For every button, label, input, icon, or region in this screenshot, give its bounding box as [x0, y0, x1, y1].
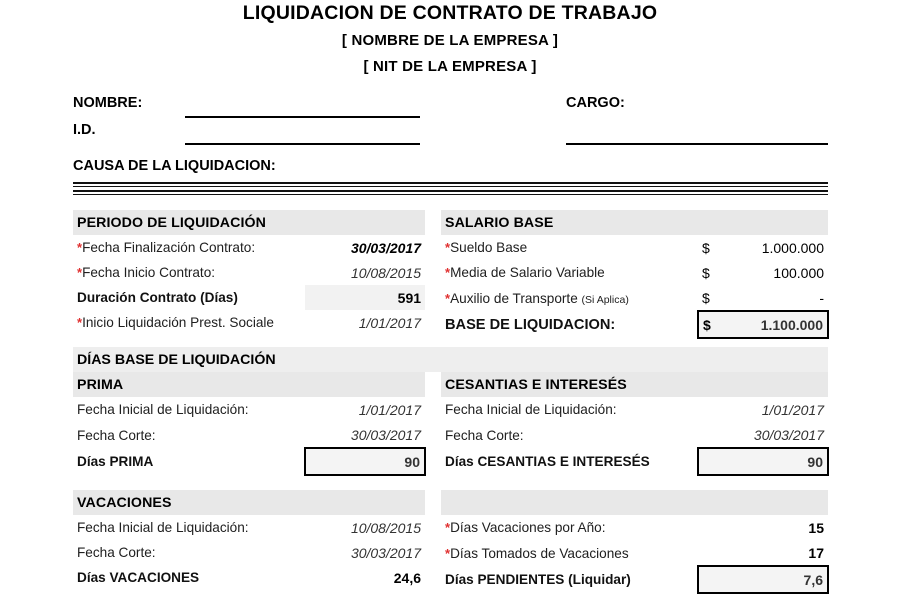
required-marker: *	[445, 290, 451, 306]
auxilio-transporte-label: *Auxilio de Transporte (Si Aplica)	[445, 290, 629, 306]
cesantias-fecha-corte-label: Fecha Corte:	[445, 427, 524, 443]
cesantias-header-row	[441, 372, 828, 397]
vacaciones-total-row	[73, 565, 425, 590]
media-salario-currency: $	[702, 264, 710, 281]
cargo-label: CARGO:	[566, 95, 625, 111]
dias-base-header: DÍAS BASE DE LIQUIDACIÓN	[73, 347, 828, 372]
table-row	[73, 422, 425, 448]
company-name: [ NOMBRE DE LA EMPRESA ]	[341, 32, 559, 49]
periodo-liquidacion-panel	[73, 210, 425, 335]
table-row	[73, 285, 425, 310]
required-marker: *	[445, 265, 451, 280]
table-row	[73, 235, 425, 260]
table-row	[73, 260, 425, 285]
nombre-label: NOMBRE:	[73, 95, 143, 111]
table-row	[73, 397, 425, 422]
prima-header: PRIMA	[73, 372, 425, 397]
vacaciones-detalle-header-row	[441, 490, 828, 515]
prima-panel	[73, 372, 425, 476]
cesantias-total-row	[441, 448, 828, 475]
causa-liquidacion-label: CAUSA DE LA LIQUIDACION:	[73, 158, 276, 174]
prima-total-row	[73, 448, 425, 475]
dias-prima-value: 90	[305, 448, 425, 475]
vacaciones-header: VACACIONES	[73, 490, 425, 515]
causa-divider-top	[73, 182, 828, 187]
auxilio-transporte-note: (Si Aplica)	[581, 293, 629, 306]
table-row	[441, 515, 828, 540]
fecha-finalizacion-label: *Fecha Finalización Contrato:	[77, 240, 256, 255]
page-title: LIQUIDACION DE CONTRATO DE TRABAJO	[242, 2, 658, 24]
cesantias-panel	[441, 372, 828, 476]
table-row	[441, 285, 828, 311]
fecha-inicio-label: *Fecha Inicio Contrato:	[77, 265, 216, 280]
prima-fecha-corte-value: 30/03/2017	[350, 426, 421, 443]
sueldo-base-value[interactable]: 1.000.000	[761, 239, 825, 256]
dias-base-band	[73, 347, 828, 372]
nombre-input-line[interactable]	[185, 116, 420, 118]
vacaciones-fecha-inicial-value: 10/08/2015	[350, 519, 422, 536]
sueldo-base-currency: $	[702, 239, 710, 256]
periodo-header-row	[73, 210, 425, 235]
fecha-finalizacion-value[interactable]: 30/03/2017	[350, 239, 422, 256]
inicio-liquidacion-value[interactable]: 1/01/2017	[358, 314, 422, 331]
required-marker: *	[445, 240, 451, 255]
sueldo-base-label: *Sueldo Base	[445, 240, 528, 255]
dias-vacaciones-anio-value[interactable]: 15	[808, 519, 824, 536]
base-liquidacion-row	[441, 311, 828, 338]
periodo-header: PERIODO DE LIQUIDACIÓN	[73, 210, 425, 235]
vacaciones-fecha-corte-value: 30/03/2017	[350, 544, 422, 561]
dias-tomados-label: *Días Tomados de Vacaciones	[445, 545, 629, 561]
table-row	[441, 422, 828, 448]
dias-vacaciones-anio-label: *Días Vacaciones por Año:	[445, 520, 606, 535]
pendientes-total-row	[441, 566, 828, 593]
cesantias-fecha-inicial-label: Fecha Inicial de Liquidación:	[445, 402, 617, 417]
dias-prima-label: Días PRIMA	[77, 454, 154, 469]
table-row	[441, 260, 828, 285]
dias-cesantias-label: Días CESANTIAS E INTERESÉS	[445, 454, 650, 469]
media-salario-value[interactable]: 100.000	[773, 264, 825, 281]
vacaciones-detalle-header	[441, 490, 828, 515]
cargo-input-line[interactable]	[566, 143, 828, 145]
table-row	[73, 515, 425, 540]
base-liquidacion-label: BASE DE LIQUIDACION:	[445, 316, 616, 333]
dias-pendientes-label: Días PENDIENTES (Liquidar)	[445, 572, 631, 587]
cesantias-header: CESANTIAS E INTERESÉS	[441, 372, 828, 397]
duracion-contrato-value: 591	[305, 285, 425, 310]
required-marker: *	[77, 315, 83, 330]
table-row	[441, 540, 828, 566]
media-salario-variable-label: *Media de Salario Variable	[445, 265, 605, 280]
salario-header-row	[441, 210, 828, 235]
vacaciones-fecha-inicial-label: Fecha Inicial de Liquidación:	[77, 520, 249, 535]
required-marker: *	[77, 240, 83, 255]
dias-cesantias-value: 90	[698, 448, 828, 475]
required-marker: *	[77, 265, 83, 280]
dias-vacaciones-value: 24,6	[393, 569, 422, 586]
prima-header-row	[73, 372, 425, 397]
prima-fecha-inicial-value: 1/01/2017	[358, 401, 421, 418]
required-marker: *	[445, 520, 451, 535]
id-label: I.D.	[73, 122, 96, 138]
table-row	[73, 540, 425, 565]
id-input-line[interactable]	[185, 143, 420, 145]
vacaciones-panel	[73, 490, 425, 590]
required-marker: *	[445, 545, 451, 561]
base-liquidacion-value: 1.100.000	[728, 311, 828, 338]
base-liquidacion-currency: $	[698, 311, 728, 338]
dias-vacaciones-label: Días VACACIONES	[77, 570, 200, 585]
company-nit: [ NIT DE LA EMPRESA ]	[363, 58, 537, 75]
table-row	[73, 310, 425, 335]
prima-fecha-inicial-label: Fecha Inicial de Liquidación:	[77, 402, 249, 417]
vacaciones-detalle-panel	[441, 490, 828, 594]
vacaciones-header-row	[73, 490, 425, 515]
auxilio-transporte-currency: $	[702, 289, 710, 306]
table-row	[441, 397, 828, 422]
causa-divider-bottom	[73, 190, 828, 195]
vacaciones-fecha-corte-label: Fecha Corte:	[77, 545, 156, 560]
salario-base-panel	[441, 210, 828, 339]
dias-tomados-value[interactable]: 17	[808, 544, 824, 561]
dias-base-header-row	[73, 347, 828, 372]
prima-fecha-corte-label: Fecha Corte:	[77, 427, 156, 443]
duracion-contrato-label: Duración Contrato (Días)	[77, 290, 238, 305]
cesantias-fecha-corte-value: 30/03/2017	[753, 426, 824, 443]
salario-base-header: SALARIO BASE	[441, 210, 828, 235]
cesantias-fecha-inicial-value: 1/01/2017	[761, 401, 824, 418]
inicio-liquidacion-label: *Inicio Liquidación Prest. Sociale	[77, 315, 274, 330]
fecha-inicio-value[interactable]: 10/08/2015	[350, 264, 422, 281]
dias-pendientes-value: 7,6	[698, 566, 828, 593]
table-row	[441, 235, 828, 260]
auxilio-transporte-value[interactable]: -	[819, 289, 825, 306]
